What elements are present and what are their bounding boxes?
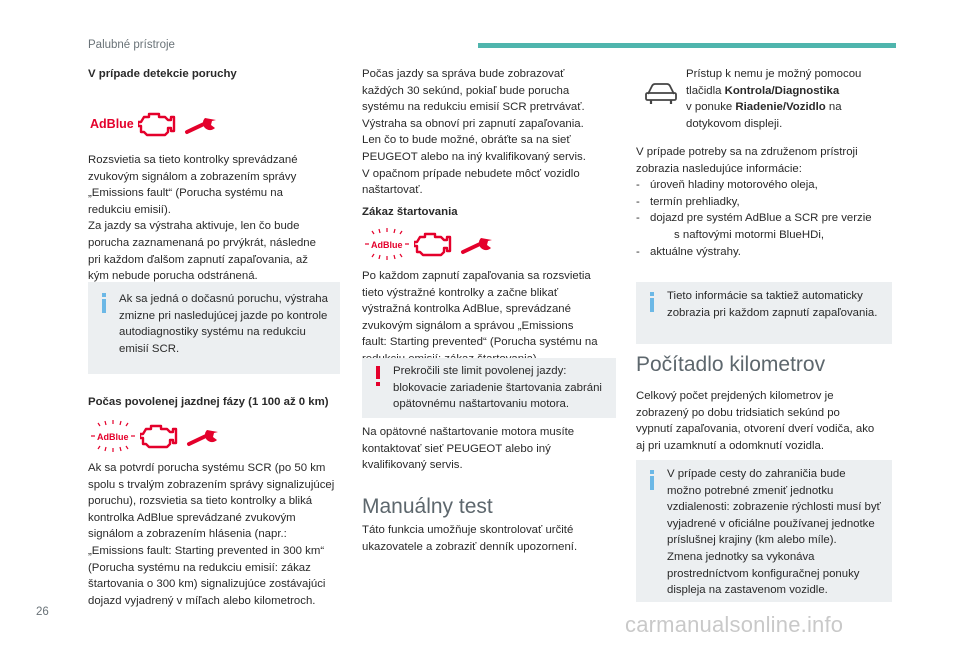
text-line: Po každom zapnutí zapaľovania sa rozsvietia bbox=[362, 270, 591, 282]
text-line: spolu s trvalým zobrazením správy signalizujúcej bbox=[88, 478, 335, 491]
info-box-distance-unit bbox=[636, 460, 892, 602]
text-line: porucha zaznamenaná po prvýkrát, následne bbox=[88, 236, 316, 249]
text-line: Ak sa jedná o dočasnú poruchu, výstraha bbox=[119, 293, 328, 305]
text-line: „Emissions fault“ (Porucha systému na bbox=[88, 187, 283, 200]
text-line: Počas jazdy sa správa bude zobrazovať bbox=[362, 68, 565, 80]
text-line: Celkový počet prejdených kilometrov je bbox=[636, 390, 834, 402]
engine-warning-icon bbox=[414, 228, 454, 260]
text-line: tieto výstražné kontrolky a začne blikať bbox=[362, 286, 559, 299]
diagnostics-button-ref: Kontrola/Diagnostika bbox=[724, 84, 840, 97]
text-line: kontaktovať sieť PEUGEOT alebo iný bbox=[362, 442, 551, 455]
heading-fault-detection: V prípade detekcie poruchy bbox=[88, 68, 237, 80]
list-item: - aktuálne výstrahy. bbox=[636, 244, 892, 261]
list-item: - úroveň hladiny motorového oleja, bbox=[636, 177, 892, 194]
text-line: zvukovým signálom a zobrazením správy bbox=[88, 170, 297, 183]
text-line: výstražná kontrolka AdBlue, sprevádzané bbox=[362, 303, 571, 316]
list-item: - dojazd pre systém AdBlue a SCR pre verzie bbox=[636, 210, 892, 227]
text-line: V prípade cesty do zahraničia bude bbox=[667, 468, 846, 480]
text-line: displeja na zastavenom vozidle. bbox=[667, 584, 828, 597]
text-line: možno potrebné zmeniť jednotku bbox=[667, 484, 834, 497]
text-line: Rozsvietia sa tieto kontrolky sprevádzané bbox=[88, 154, 298, 166]
text-line: poruchu), rozsvietia sa tieto kontrolky a bliká bbox=[88, 495, 313, 508]
text-line: ukazovatele a zobraziť denník upozornení. bbox=[362, 540, 578, 553]
text-line: zobrazia nasledujúce informácie: bbox=[636, 162, 802, 175]
text-line: prostredníctvom konfiguračnej ponuky bbox=[667, 567, 860, 580]
car-icon bbox=[644, 80, 678, 106]
text-line: vyjadrené v oficiálne používanej jednotke bbox=[667, 517, 875, 530]
engine-warning-icon bbox=[138, 108, 178, 140]
text-line: Na opätovné naštartovanie motora musíte bbox=[362, 426, 575, 438]
wrench-icon bbox=[460, 234, 500, 258]
col2-paragraph-4 bbox=[362, 522, 618, 555]
text-line: opätovnému naštartovaniu motora. bbox=[393, 398, 570, 411]
col1-heading-2-block bbox=[88, 394, 350, 411]
info-box-temporary-fault bbox=[88, 282, 340, 374]
text-line: kým nebude porucha odstránená. bbox=[88, 270, 258, 283]
heading-start-prevented: Zákaz štartovania bbox=[362, 206, 458, 218]
adblue-blinking-icon bbox=[364, 228, 410, 260]
text-line bbox=[686, 99, 892, 116]
warning-icons-row-2 bbox=[90, 420, 220, 460]
adblue-blinking-icon bbox=[90, 420, 136, 452]
exclamation-warning-icon bbox=[374, 366, 382, 386]
col3-paragraph-1 bbox=[636, 144, 892, 260]
text-line: s naftovými motormi BlueHDi, bbox=[674, 228, 825, 241]
text-line: vypnutí zapaľovania, otvorení dverí vodiča, ako bbox=[636, 423, 875, 436]
col2-paragraph-2 bbox=[362, 268, 618, 368]
adblue-icon-label: AdBlue bbox=[97, 432, 129, 442]
col3-paragraph-2 bbox=[636, 388, 892, 454]
wrench-icon bbox=[184, 114, 224, 138]
text-fragment: tlačidla bbox=[686, 84, 725, 97]
text-line: Prekročili ste limit povolenej jazdy: bbox=[393, 365, 567, 377]
heading-odometer: Počítadlo kilometrov bbox=[636, 353, 826, 376]
text-fragment: v ponuke bbox=[686, 101, 736, 114]
info-icon bbox=[100, 293, 108, 313]
text-line: V prípade potreby sa na združenom prístroji bbox=[636, 146, 858, 158]
text-line: Táto funkcia umožňuje skontrolovať určité bbox=[362, 524, 574, 536]
adblue-icon-label: AdBlue bbox=[90, 117, 134, 131]
text-line: zmizne pri nasledujúcej jazde po kontrole bbox=[119, 309, 328, 322]
info-list-cont bbox=[636, 244, 892, 261]
adblue-icon-label: AdBlue bbox=[371, 240, 403, 250]
adblue-warning-icon bbox=[90, 112, 134, 134]
text-line: zvukovým signálom a správou „Emissions bbox=[362, 319, 574, 332]
info-icon bbox=[648, 292, 656, 312]
text-line: naštartovať. bbox=[362, 184, 423, 197]
text-line: každých 30 sekúnd, pokiaľ bude porucha bbox=[362, 84, 570, 97]
warning-icons-row-3 bbox=[364, 228, 494, 268]
text-line: kvalifikovaný servis. bbox=[362, 459, 463, 472]
text-line: Len čo to bude možné, obráťte sa na sieť bbox=[362, 134, 571, 147]
text-line: redukciu emisií). bbox=[88, 203, 171, 216]
engine-warning-icon bbox=[140, 420, 180, 452]
col2-paragraph-3 bbox=[362, 424, 618, 474]
info-list bbox=[636, 177, 892, 227]
text-line: blokovacie zariadenie štartovania zabráni bbox=[393, 381, 602, 394]
text-line: systému na redukciu emisií SCR pretrvávať. bbox=[362, 101, 585, 114]
col1-paragraph-2 bbox=[88, 460, 350, 609]
text-line: signálom a zobrazením hlásenia (napr.: bbox=[88, 528, 287, 541]
text-line: štartovania o 300 km) signalizujúce zostávajúci bbox=[88, 578, 326, 591]
text-line: fault: Starting prevented“ (Porucha systému na bbox=[362, 336, 598, 349]
heading-allowed-driving-phase: Počas povolenej jazdnej fázy (1 100 až 0 km) bbox=[88, 396, 329, 408]
text-line: kontrolka AdBlue sprevádzané zvukovým bbox=[88, 511, 296, 524]
text-line: vzdialenosti: zobrazenie rýchlosti musí byť bbox=[667, 501, 881, 514]
text-line: zobrazený po dobu tridsiatich sekúnd po bbox=[636, 406, 840, 419]
text-fragment: na bbox=[825, 101, 842, 114]
info-icon bbox=[648, 470, 656, 490]
watermark: carmanualsonline.info bbox=[625, 612, 844, 637]
col1-paragraph-1 bbox=[88, 152, 350, 285]
text-line: Tieto informácie sa taktiež automaticky bbox=[667, 290, 863, 302]
text-line: Prístup k nemu je možný pomocou bbox=[686, 68, 862, 80]
list-item: - termín prehliadky, bbox=[636, 194, 892, 211]
access-instructions bbox=[686, 66, 892, 132]
column-1 bbox=[88, 66, 350, 83]
text-line: zobrazia pri každom zapnutí zapaľovania. bbox=[667, 306, 878, 319]
text-line: aj pri uzamknutí a odomknutí vozidla. bbox=[636, 439, 825, 452]
text-line: PEUGEOT alebo na iný kvalifikovaný servis. bbox=[362, 150, 586, 163]
text-line: V opačnom prípade nebudete môcť vozidlo bbox=[362, 167, 580, 180]
text-line bbox=[686, 83, 892, 100]
warning-box-limit-exceeded bbox=[362, 358, 616, 418]
text-line: emisií SCR. bbox=[119, 342, 180, 355]
header-accent-bar bbox=[478, 43, 896, 48]
text-line: (Porucha systému na redukciu emisií: zákaz bbox=[88, 561, 311, 574]
text-line: Za jazdy sa výstraha aktivuje, len čo bude bbox=[88, 220, 300, 233]
page-number: 26 bbox=[36, 606, 49, 618]
text-line: Výstraha sa obnoví pri zapnutí zapaľovania. bbox=[362, 117, 584, 130]
text-line: dojazd vyjadrený v míľach alebo kilometroch. bbox=[88, 594, 316, 607]
heading-manual-test: Manuálny test bbox=[362, 495, 493, 518]
section-title: Palubné prístroje bbox=[88, 39, 175, 51]
text-line: príslušnej krajiny (km alebo míle). bbox=[667, 534, 837, 547]
col2-heading-block bbox=[362, 204, 618, 221]
wrench-icon bbox=[186, 426, 226, 450]
info-box-auto-display bbox=[636, 282, 892, 344]
text-line: „Emissions fault: Starting prevented in 300 km“ bbox=[88, 544, 325, 557]
text-line: Zmena jednotky sa vykonáva bbox=[667, 550, 815, 563]
col2-paragraph-1 bbox=[362, 66, 618, 199]
text-line: Ak sa potvrdí porucha systému SCR (po 50 km bbox=[88, 462, 326, 474]
warning-icons-row-1 bbox=[90, 108, 220, 148]
text-line: dotykovom displeji. bbox=[686, 117, 783, 130]
text-line: autodiagnostiky systému na redukciu bbox=[119, 326, 306, 339]
vehicle-menu-ref: Riadenie/Vozidlo bbox=[735, 101, 826, 114]
text-line: pri každom ďalšom zapnutí zapaľovania, až bbox=[88, 253, 308, 266]
